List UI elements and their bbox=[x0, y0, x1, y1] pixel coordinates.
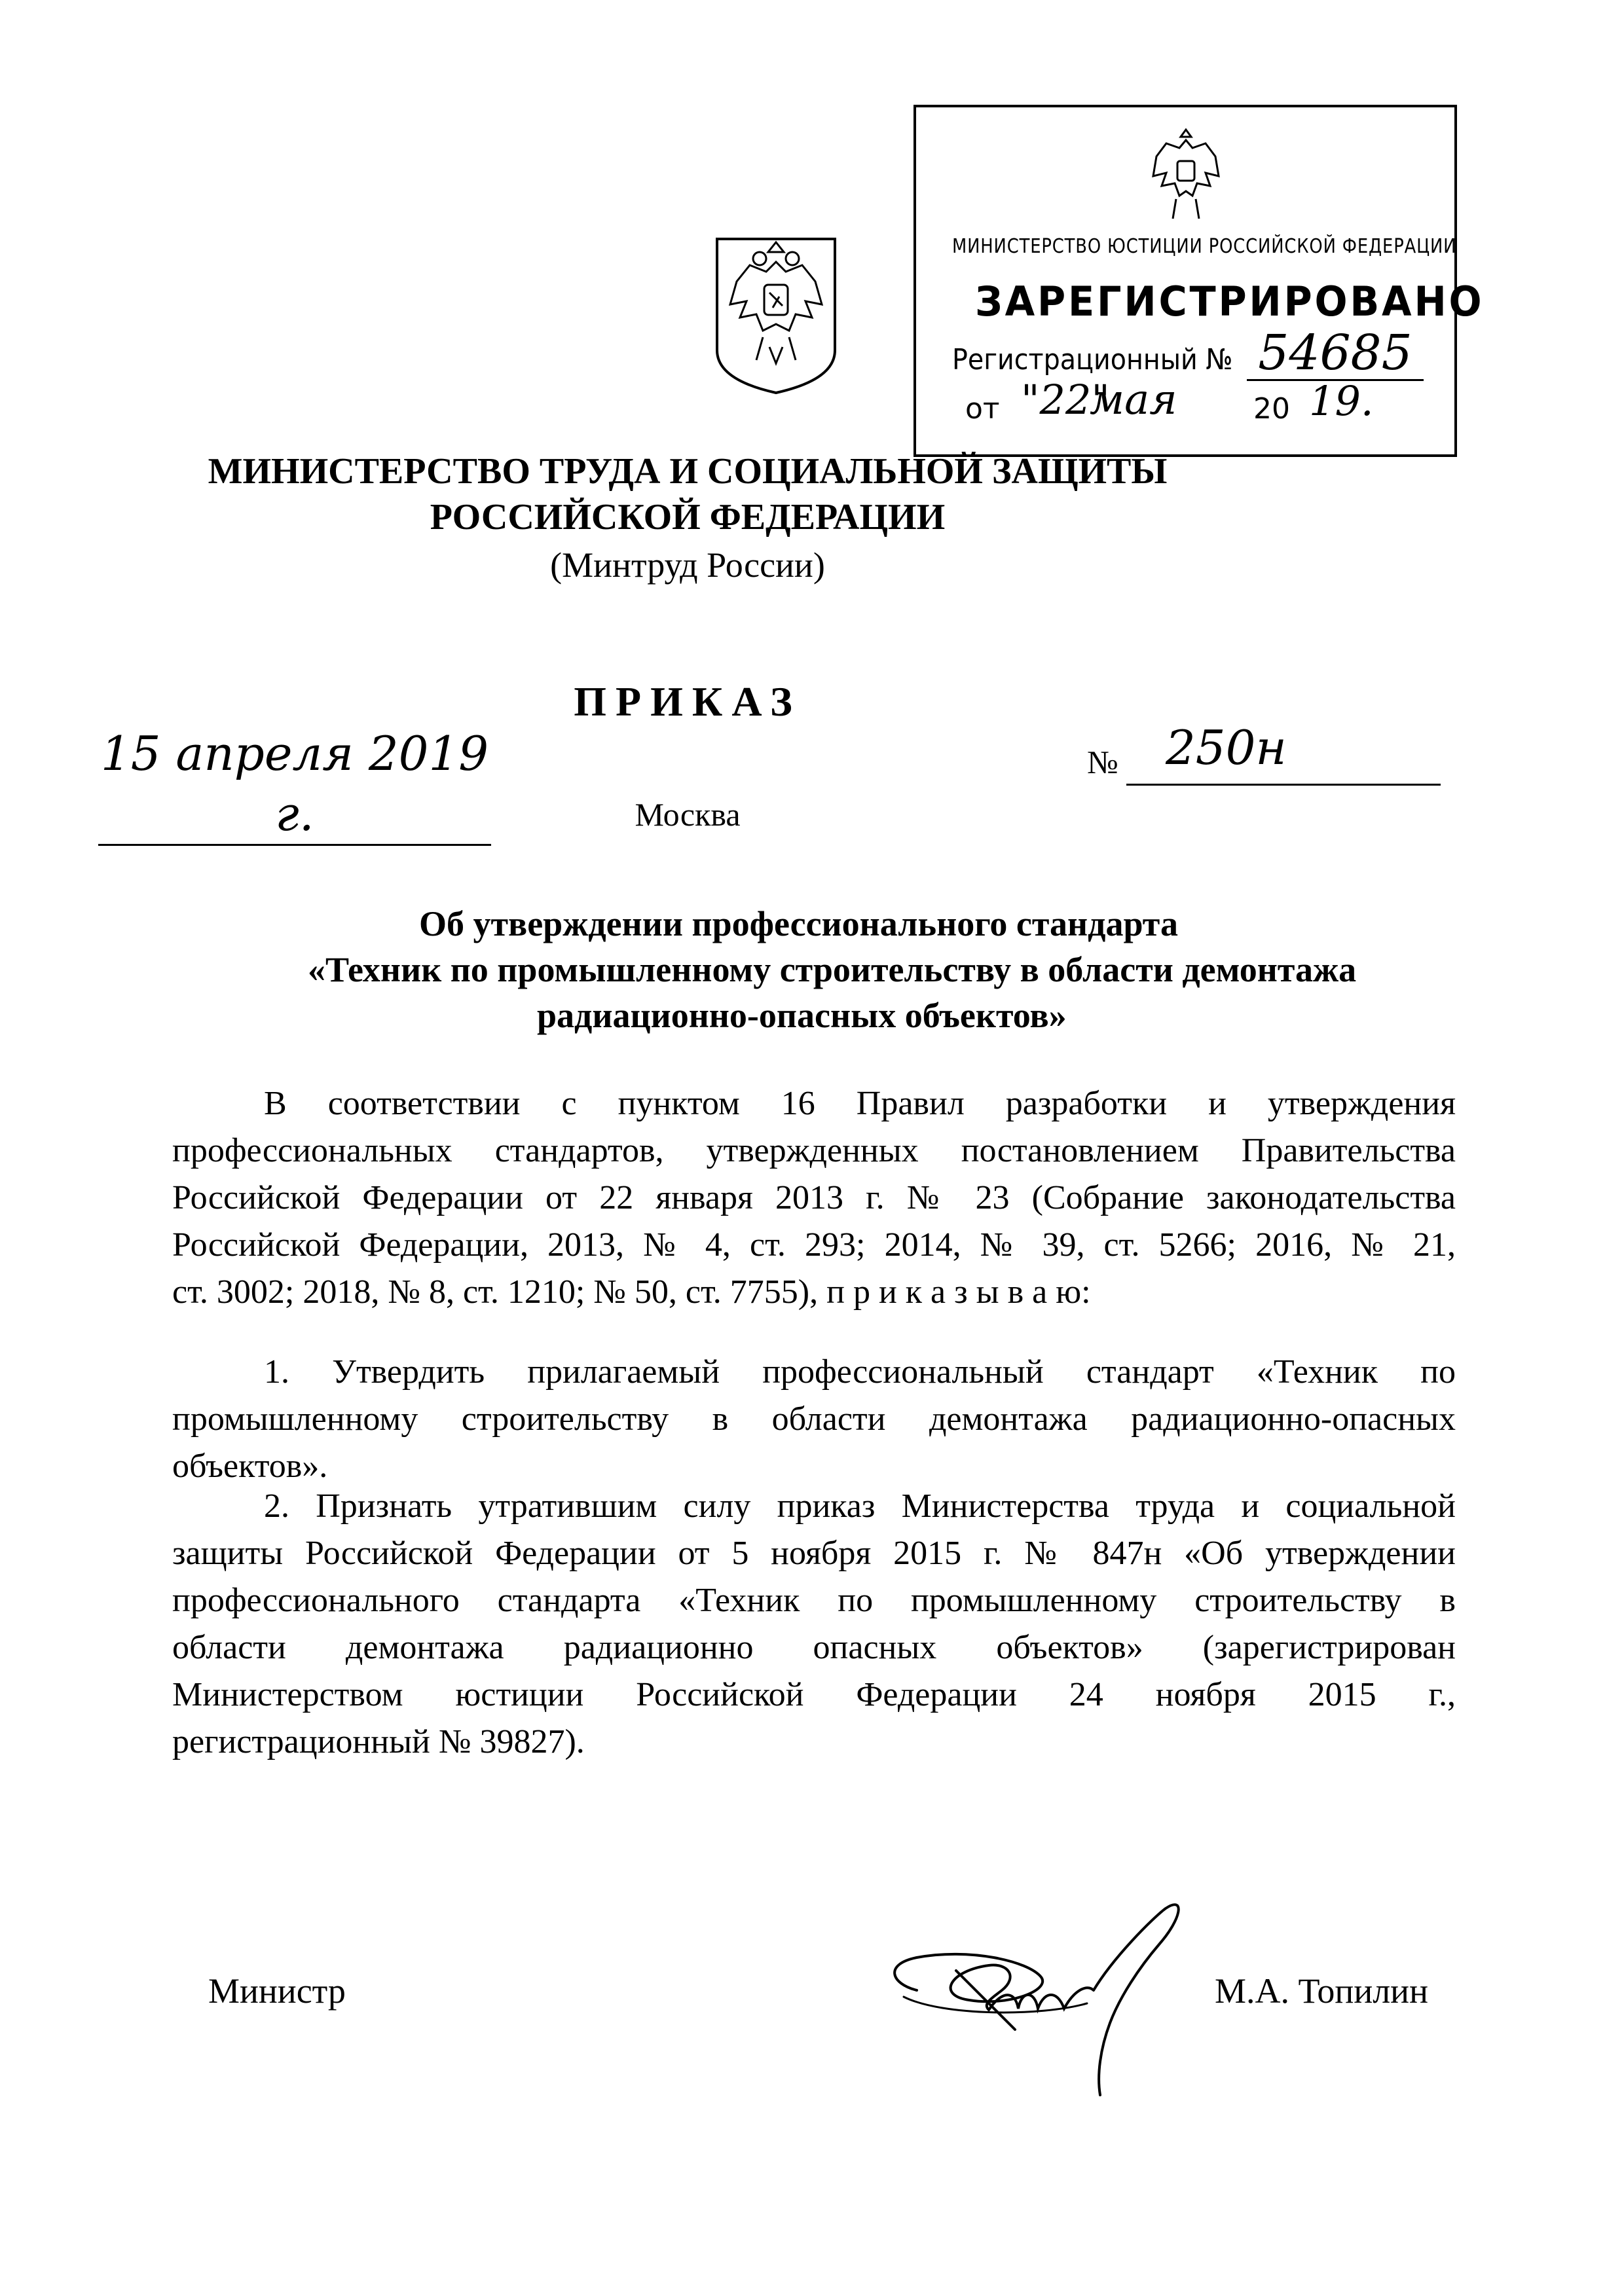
item-1-paragraph bbox=[172, 1349, 1456, 1490]
item-1-line: промышленному строительству в области демонтажа радиационно-опасных bbox=[172, 1400, 1456, 1438]
stamp-status: ЗАРЕГИСТРИРОВАНО bbox=[975, 278, 1485, 325]
item-1-line: объектов». bbox=[172, 1448, 328, 1485]
item-2-paragraph bbox=[172, 1483, 1456, 1766]
preamble-line: В соответствии с пунктом 16 Правил разработки и утверждения bbox=[264, 1085, 1456, 1122]
stamp-date-prefix: от bbox=[965, 392, 1000, 426]
item-2-line: регистрационный № 39827). bbox=[172, 1723, 585, 1760]
order-title: ПРИКАЗ bbox=[574, 678, 802, 725]
preamble-line: Российской Федерации, 2013, № 4, ст. 293; 2014, № 39, ст. 5266; 2016, № 21, bbox=[172, 1226, 1456, 1264]
stamp-date-year-prefix: 20 bbox=[1253, 392, 1290, 426]
ministry-name-line1: МИНИСТЕРСТВО ТРУДА И СОЦИАЛЬНОЙ ЗАЩИТЫ bbox=[208, 451, 1168, 492]
stamp-ministry: МИНИСТЕРСТВО ЮСТИЦИИ РОССИЙСКОЙ ФЕДЕРАЦИИ bbox=[952, 235, 1457, 258]
preamble-line: ст. 3002; 2018, № 8, ст. 1210; № 50, ст. 7755), п р и к а з ы в а ю: bbox=[172, 1273, 1091, 1311]
item-2-line: области демонтажа радиационно опасных объектов» (зарегистрирован bbox=[172, 1629, 1456, 1666]
stamp-eagle-icon bbox=[1143, 127, 1228, 225]
handwritten-signature bbox=[877, 1892, 1218, 2102]
subject-line3: радиационно-опасных объектов» bbox=[537, 996, 1067, 1035]
order-city: Москва bbox=[635, 796, 741, 833]
coat-of-arms-icon bbox=[710, 232, 841, 396]
stamp-date-day: "22" bbox=[1021, 376, 1110, 424]
signer-title: Министр bbox=[208, 1971, 346, 2011]
item-1-line: 1. Утвердить прилагаемый профессиональный стандарт «Техник по bbox=[264, 1353, 1456, 1391]
item-2-line: 2. Признать утратившим силу приказ Министерства труда и социальной bbox=[264, 1487, 1456, 1525]
order-number-label: № bbox=[1087, 744, 1118, 780]
preamble-line: профессиональных стандартов, утвержденных постановлением Правительства bbox=[172, 1132, 1456, 1169]
ministry-name-line2: РОССИЙСКОЙ ФЕДЕРАЦИИ bbox=[430, 497, 946, 538]
order-date: 15 апреля 2019 г. bbox=[98, 723, 491, 846]
item-2-line: Министерством юстиции Российской Федерации 24 ноября 2015 г., bbox=[172, 1676, 1456, 1713]
preamble-line: Российской Федерации от 22 января 2013 г. № 23 (Собрание законодательства bbox=[172, 1179, 1456, 1216]
item-2-line: профессионального стандарта «Техник по промышленному строительству в bbox=[172, 1582, 1456, 1619]
registration-stamp bbox=[913, 105, 1485, 457]
subject-line2: «Техник по промышленному строительству в области демонтажа bbox=[308, 950, 1357, 989]
preamble-paragraph bbox=[172, 1080, 1456, 1316]
subject-line1: Об утверждении профессионального стандарта bbox=[419, 904, 1178, 943]
stamp-date-month: мая bbox=[1090, 376, 1177, 424]
signer-name: М.А. Топилин bbox=[1215, 1971, 1428, 2011]
item-2-line: защиты Российской Федерации от 5 ноября 2015 г. № 847н «Об утверждении bbox=[172, 1535, 1456, 1572]
stamp-reg-label: Регистрационный № bbox=[952, 343, 1233, 376]
stamp-date-year-suffix: 19. bbox=[1309, 377, 1374, 425]
order-number: 250н bbox=[1166, 720, 1287, 775]
ministry-short-name: (Минтруд России) bbox=[550, 545, 825, 585]
stamp-reg-number: 54685 bbox=[1247, 327, 1424, 381]
